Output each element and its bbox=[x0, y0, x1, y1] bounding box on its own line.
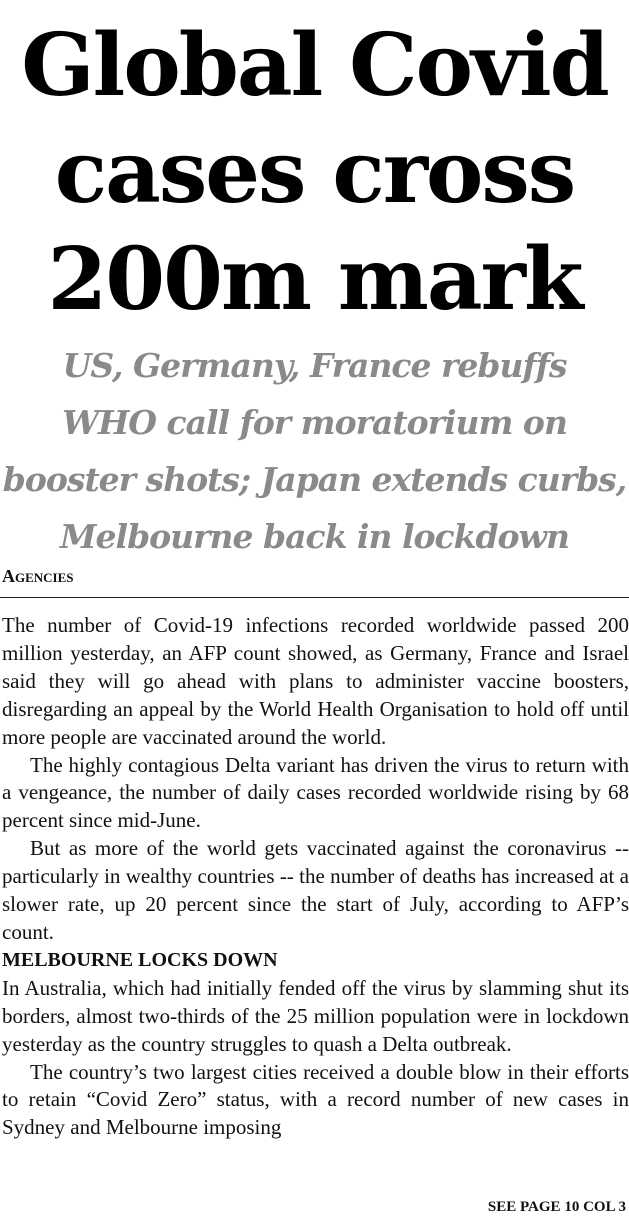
headline bbox=[0, 12, 629, 333]
subheadline-line: Melbourne back in lockdown bbox=[60, 517, 569, 556]
article-body bbox=[2, 612, 629, 1142]
subsection-heading: MELBOURNE LOCKS DOWN bbox=[2, 948, 278, 971]
divider-rule bbox=[0, 597, 629, 598]
byline: Agencies bbox=[2, 566, 74, 586]
body-paragraph: The highly contagious Delta variant has driven the virus to return with a vengeance, the number of daily cases recorded worldwide rising by 68 percent since mid-June. bbox=[2, 752, 629, 833]
headline-line: 200m mark bbox=[47, 229, 582, 330]
body-paragraph: In Australia, which had initially fended off the virus by slamming shut its borders, almost two-thirds of the 25 million population were in lockdown yesterday as the country struggles to quash a Delta outbreak. bbox=[2, 975, 629, 1056]
body-paragraph: The country’s two largest cities received a double blow in their efforts to retain “Covid Zero” status, with a record number of new cases in Sydney and Melbourne imposing bbox=[2, 1059, 629, 1140]
jump-line[interactable]: SEE PAGE 10 COL 3 bbox=[487, 1199, 626, 1215]
body-paragraph: But as more of the world gets vaccinated against the coronavirus -- particularly in wealthy countries -- the number of deaths has increased at a slower rate, up 20 percent since the start of July, according to AFP’s count. bbox=[2, 836, 629, 944]
headline-line: cases cross bbox=[54, 122, 575, 223]
subheadline-line: US, Germany, France rebuffs bbox=[62, 346, 567, 385]
subheadline-line: WHO call for moratorium on bbox=[62, 403, 567, 442]
subheadline-line: booster shots; Japan extends curbs, bbox=[2, 460, 627, 499]
headline-line: Global Covid bbox=[21, 15, 608, 116]
body-paragraph: The number of Covid-19 infections recorded worldwide passed 200 million yesterday, an AFP count showed, as Germany, France and Israel said they will go ahead with plans to administer vaccine boosters, disregarding an appeal by the World Health Organisation to hold off until more people are vaccinated around the world. bbox=[2, 613, 629, 749]
subheadline bbox=[0, 337, 629, 565]
